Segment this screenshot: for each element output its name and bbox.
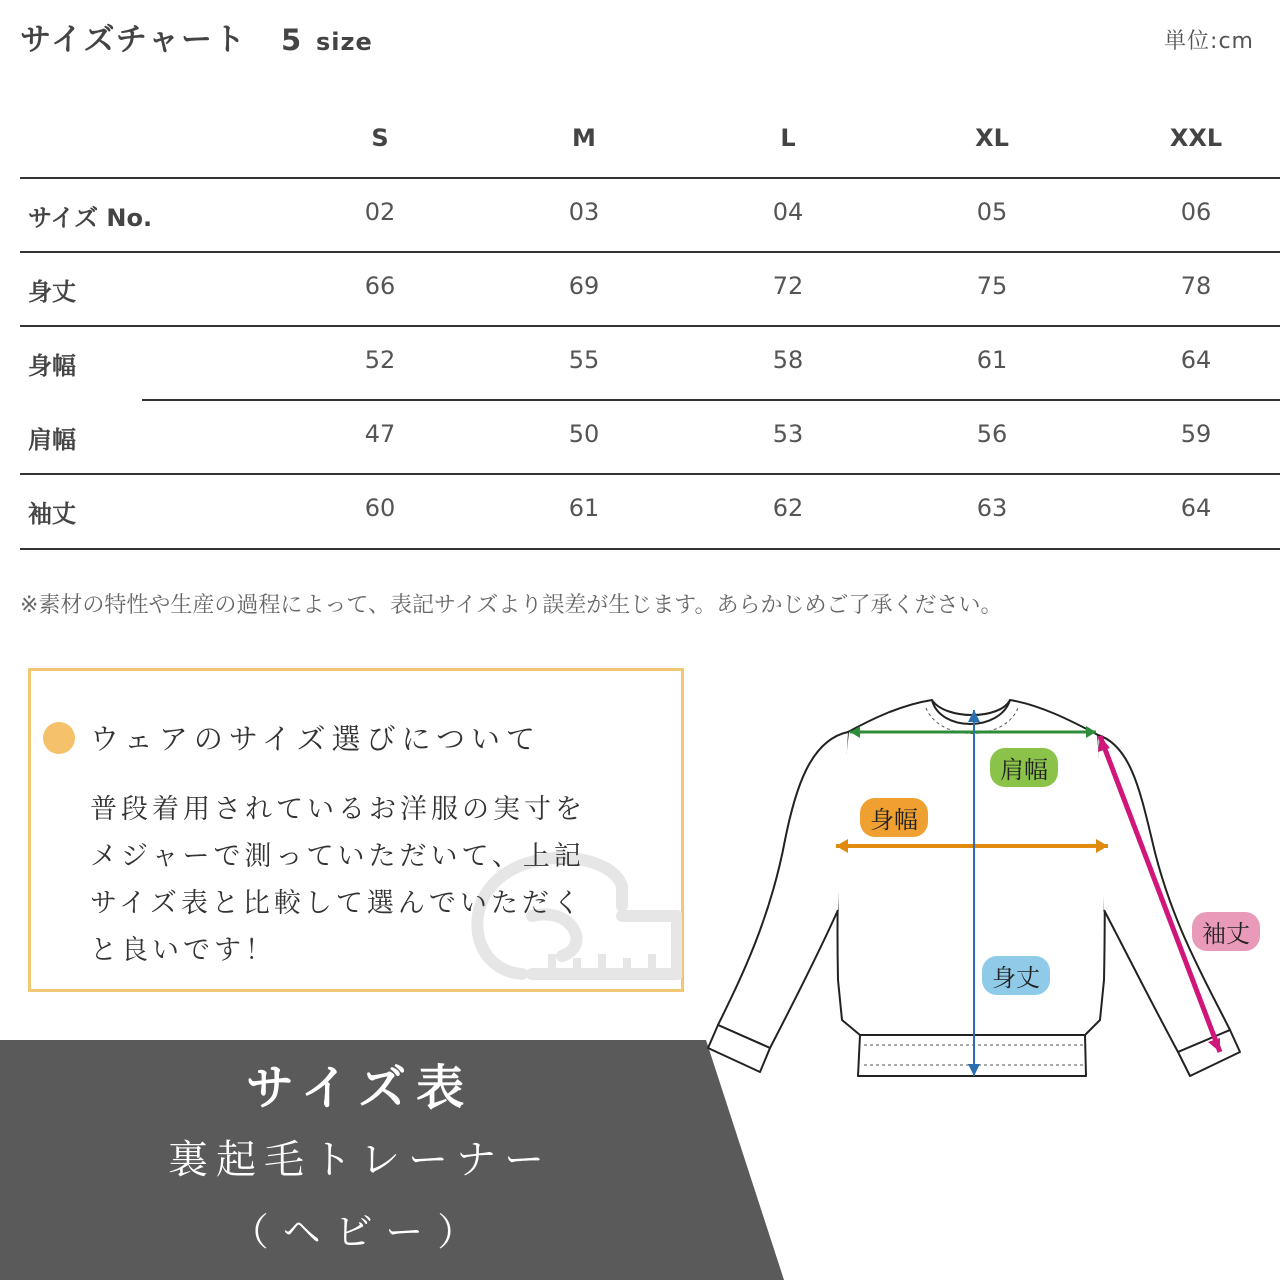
row-label: 肩幅 [28, 426, 76, 454]
table-cell: 03 [568, 198, 600, 226]
title-text: サイズチャート [20, 22, 247, 58]
table-divider [20, 251, 1280, 253]
table-cell: 58 [772, 346, 804, 374]
table-cell: 61 [568, 494, 600, 522]
disclaimer-note: ※素材の特性や生産の過程によって、表記サイズより誤差が生じます。あらかじめご了承ください。 [20, 593, 1003, 618]
size-word: size [315, 28, 373, 56]
table-cell: 47 [364, 420, 396, 448]
sweater-diagram [700, 680, 1280, 1100]
table-cell: 06 [1180, 198, 1212, 226]
table-cell: 02 [364, 198, 396, 226]
length-label: 身丈 [982, 956, 1050, 995]
table-divider [20, 325, 1280, 327]
page-title [20, 14, 373, 59]
table-cell: 05 [976, 198, 1008, 226]
shoulder-label: 肩幅 [990, 748, 1058, 787]
banner-line-2: 裏起毛トレーナー [168, 1137, 552, 1183]
table-divider [20, 473, 1280, 475]
table-divider [142, 399, 1280, 401]
table-divider [20, 548, 1280, 550]
row-label: サイズ No. [28, 204, 153, 232]
guide-body: 普段着用されているお洋服の実寸を メジャーで測っていただいて、上記 サイズ表と比較して選んでいただく と良いです！ [90, 794, 586, 966]
table-cell: 59 [1180, 420, 1212, 448]
guide-heading: ウェアのサイズ選びについて [90, 722, 541, 756]
row-label: 身幅 [28, 352, 76, 380]
width-label: 身幅 [860, 798, 928, 837]
table-cell: 64 [1180, 346, 1212, 374]
column-header: XXL [1169, 124, 1223, 152]
table-cell: 53 [772, 420, 804, 448]
table-cell: 62 [772, 494, 804, 522]
table-cell: 04 [772, 198, 804, 226]
table-cell: 75 [976, 272, 1008, 300]
table-cell: 60 [364, 494, 396, 522]
banner-line-1: サイズ表 [245, 1060, 475, 1116]
table-cell: 64 [1180, 494, 1212, 522]
table-cell: 50 [568, 420, 600, 448]
table-cell: 63 [976, 494, 1008, 522]
column-header: M [572, 124, 596, 152]
row-label: 身丈 [28, 278, 76, 306]
table-cell: 66 [364, 272, 396, 300]
row-label: 袖丈 [28, 500, 76, 528]
size-count: 5 [280, 23, 304, 57]
table-cell: 61 [976, 346, 1008, 374]
table-cell: 69 [568, 272, 600, 300]
table-divider [20, 177, 1280, 179]
table-cell: 78 [1180, 272, 1212, 300]
sleeve-label: 袖丈 [1192, 912, 1260, 951]
unit-label: 単位:cm [1164, 29, 1254, 54]
sweater-left-sleeve [718, 732, 848, 1048]
bullet-dot [43, 722, 75, 754]
sweater-body-outline [837, 700, 1104, 1035]
banner-line-3: （ヘビー） [230, 1210, 490, 1254]
table-cell: 52 [364, 346, 396, 374]
column-header: S [371, 124, 389, 152]
column-header: XL [975, 124, 1009, 152]
table-cell: 55 [568, 346, 600, 374]
table-cell: 56 [976, 420, 1008, 448]
banner-text [0, 1052, 720, 1268]
table-cell: 72 [772, 272, 804, 300]
column-header: L [780, 124, 796, 152]
